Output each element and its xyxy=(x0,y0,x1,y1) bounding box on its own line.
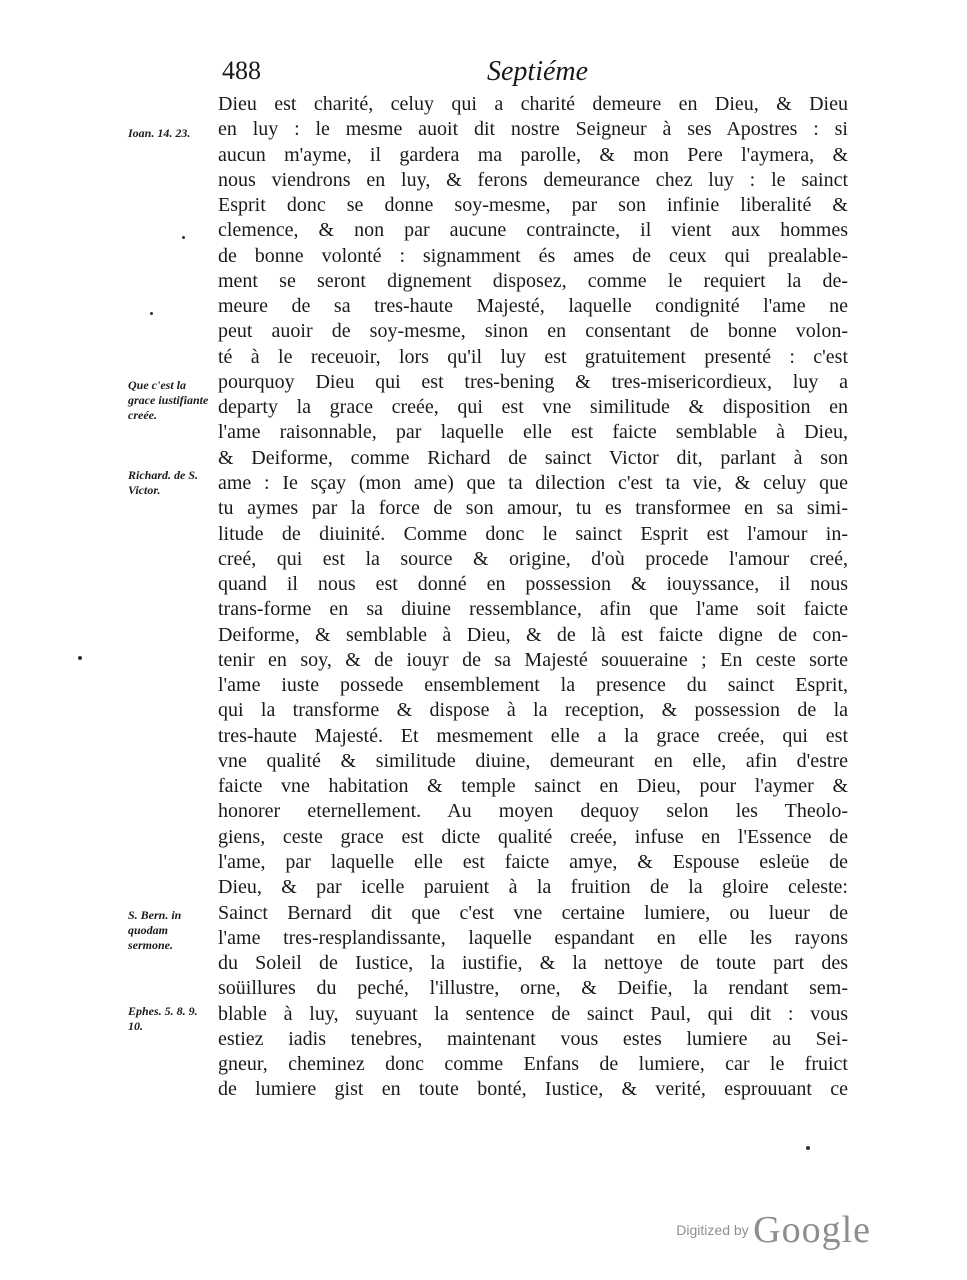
text-line: ame : Ie sçay (mon ame) que ta dilection c'est ta vie, & celuy que xyxy=(218,471,848,494)
text-line: aucun m'ayme, il gardera ma parolle, & mon Pere l'aymera, & xyxy=(218,143,848,166)
text-line: té à le receuoir, lors qu'il luy est gratuitement presenté : c'est xyxy=(218,345,848,368)
text-line: l'ame, par laquelle elle est faicte amye, & Espouse esleüe de xyxy=(218,850,848,873)
text-line: quand il nous est donné en possession & iouyssance, il nous xyxy=(218,573,848,596)
text-line: qui la transforme & dispose à la reception, & possession de la xyxy=(218,699,848,722)
text-line: pourquoy Dieu qui est tres-bening & tres-misericordieux, luy a xyxy=(218,370,848,393)
ink-speck xyxy=(150,312,153,315)
text-line: meure de sa tres-haute Majesté, laquelle condignité l'ame ne xyxy=(218,295,848,318)
page-number: 488 xyxy=(222,56,261,85)
running-title: Septiéme xyxy=(487,56,589,87)
digitization-watermark xyxy=(676,1208,871,1252)
text-line: clemence, & non par aucune contraincte, il vient aux hommes xyxy=(218,219,848,242)
text-line: l'ame raisonnable, par laquelle elle est faicte semblable à Dieu, xyxy=(218,421,848,444)
text-line: tres-haute Majesté. Et mesmement elle a la grace creée, qui est xyxy=(218,724,848,747)
margin-note: Que c'est la grace iustifiante creée. xyxy=(128,378,209,422)
text-line: soüillures du peché, l'illustre, orne, & Deifie, la rendant sem- xyxy=(218,977,848,1000)
text-line: peut auoir de soy-mesme, sinon en consentant de bonne volon- xyxy=(218,320,848,343)
text-line: de lumiere gist en toute bonté, Iustice, & verité, esprouuant ce xyxy=(218,1078,848,1101)
text-line: vne qualité & similitude diuine, demeurant en elle, afin d'estre xyxy=(218,749,848,772)
ink-speck xyxy=(78,656,82,660)
text-line: blable à luy, suyuant la sentence de sainct Paul, qui dit : vous xyxy=(218,1002,848,1025)
text-line: du Soleil de Iustice, la iustifie, & la nettoye de toute part des xyxy=(218,952,848,975)
ink-speck xyxy=(182,236,185,239)
margin-note: S. Bern. in quodam sermone. xyxy=(128,908,182,952)
text-line: Sainct Bernard dit que c'est vne certaine lumiere, ou lueur de xyxy=(218,901,848,924)
text-line: Dieu est charité, celuy qui a charité demeure en Dieu, & Dieu xyxy=(218,93,848,115)
watermark-prefix: Digitized by xyxy=(676,1222,749,1238)
text-line: l'ame iuste possede ensemblement la presence du sainct Esprit, xyxy=(218,674,848,697)
text-line: en luy : le mesme auoit dit nostre Seigneur à ses Apostres : si xyxy=(218,118,848,141)
page-header xyxy=(222,56,842,92)
text-line: tenir en soy, & de iouyr de sa Majesté souueraine ; En ceste sorte xyxy=(218,648,848,671)
ink-speck xyxy=(806,1146,810,1150)
margin-note: Ephes. 5. 8. 9. 10. xyxy=(128,1004,198,1033)
text-line: Esprit donc se donne soy-mesme, par son infinie liberalité & xyxy=(218,194,848,217)
text-line: litude de diuinité. Comme donc le sainct Esprit est l'amour in- xyxy=(218,522,848,545)
text-line: nous viendrons en luy, & ferons demeurance chez luy : le sainct xyxy=(218,168,848,191)
text-line: Deiforme, & semblable à Dieu, & de là est faicte digne de con- xyxy=(218,623,848,646)
text-line: giens, ceste grace est dicte qualité creée, infuse en l'Essence de xyxy=(218,825,848,848)
text-line: Dieu, & par icelle paruient à la fruition de la gloire celeste: xyxy=(218,876,848,899)
text-line: faicte vne habitation & temple sainct en Dieu, pour l'aymer & xyxy=(218,775,848,798)
text-line: ment se seront dignement disposez, comme le requiert la de- xyxy=(218,269,848,292)
text-line: & Deiforme, comme Richard de sainct Victor dit, parlant à son xyxy=(218,446,848,469)
text-line: l'ame tres-resplandissante, laquelle espandant en elle les rayons xyxy=(218,926,848,949)
text-line: de bonne volonté : signamment és ames de ceux qui prealable- xyxy=(218,244,848,267)
margin-note: Richard. de S. Victor. xyxy=(128,468,199,497)
body-text xyxy=(218,92,848,1103)
text-line: estiez iadis tenebres, maintenant vous estes lumiere au Sei- xyxy=(218,1027,848,1050)
text-line: tu aymes par la force de son amour, tu es transformee en sa simi- xyxy=(218,497,848,520)
text-line: honorer eternellement. Au moyen dequoy selon les Theolo- xyxy=(218,800,848,823)
text-line: creé, qui est la source & origine, d'où procede l'amour creé, xyxy=(218,547,848,570)
text-line: gneur, cheminez donc comme Enfans de lumiere, car le fruict xyxy=(218,1053,848,1076)
margin-note: Ioan. 14. 23. xyxy=(128,126,191,140)
text-line: departy la grace creée, qui est vne similitude & disposition en xyxy=(218,396,848,419)
text-line: trans-forme en sa diuine ressemblance, afin que l'ame soit faicte xyxy=(218,598,848,621)
google-logo: Google xyxy=(753,1209,871,1251)
